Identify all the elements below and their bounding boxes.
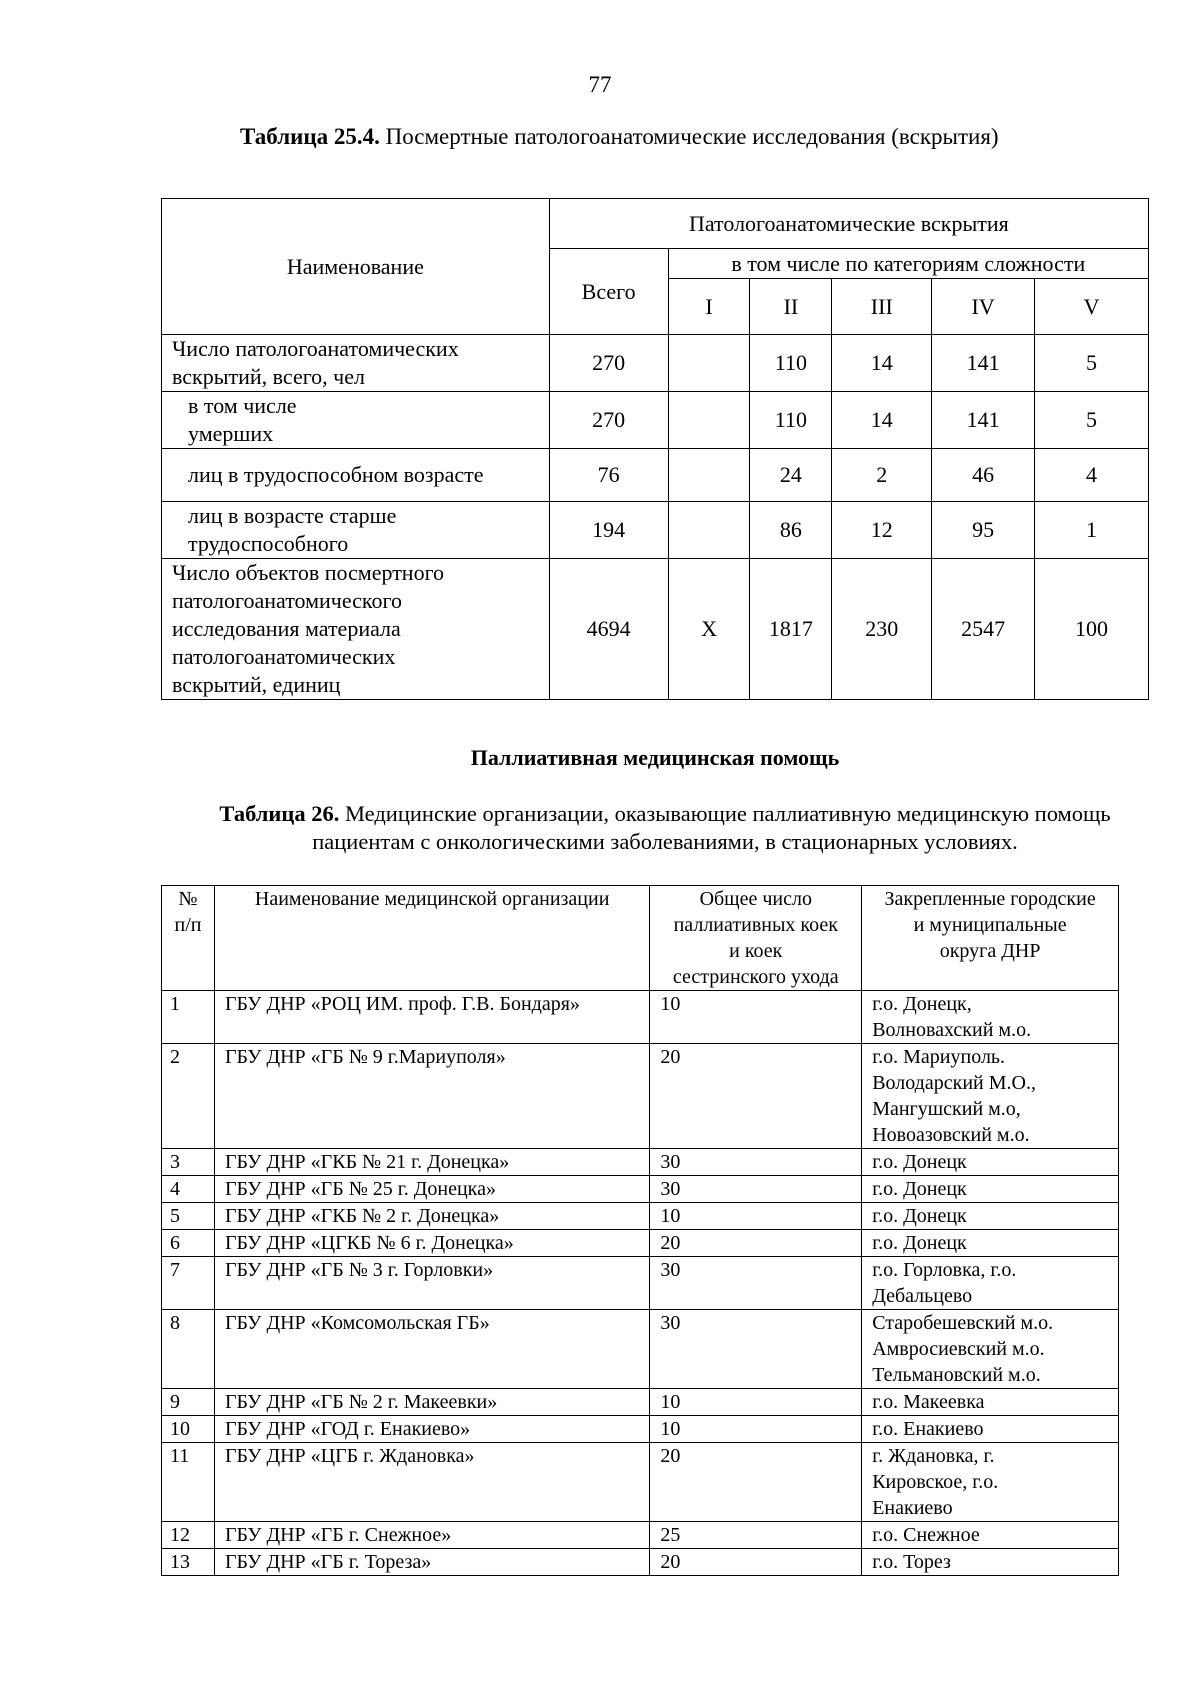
row-value: 1 [1035,502,1149,559]
table-row [162,1176,1119,1203]
header-category-1: I [668,279,750,335]
row-value: 5 [1035,392,1149,449]
row-value [668,449,750,502]
row-label-line: лиц в возрасте старше [188,503,397,528]
table-row [162,1230,1119,1257]
row-label-line: Число патологоанатомических [172,336,459,361]
districts-cell [862,1443,1119,1522]
header-districts-line: округа ДНР [939,940,1041,962]
organization-name: ГБУ ДНР «ГКБ № 21 г. Донецка» [214,1149,649,1176]
organization-name: ГБУ ДНР «ЦГБ г. Ждановка» [214,1443,649,1522]
districts-cell [862,1549,1119,1576]
header-category-3: III [832,279,932,335]
header-autopsies: Патологоанатомические вскрытия [549,199,1148,249]
row-label-line: лиц в трудоспособном возрасте [188,462,484,487]
districts-cell [862,1149,1119,1176]
row-number: 9 [162,1389,215,1416]
row-value: 270 [549,392,668,449]
row-value: 2547 [932,559,1035,700]
header-number-line: п/п [174,914,202,936]
row-value: 4 [1035,449,1149,502]
district-line: г.о. Торез [872,1551,951,1573]
row-number: 13 [162,1549,215,1576]
row-number: 8 [162,1310,215,1389]
row-value [668,335,750,392]
districts-cell [862,1044,1119,1149]
organization-name: ГБУ ДНР «РОЦ ИМ. проф. Г.В. Бондаря» [214,991,649,1044]
row-label [162,392,550,449]
table-row [162,559,1149,700]
header-districts-line: Закрепленные городские [884,888,1096,910]
header-number [162,886,215,991]
beds-count: 30 [650,1310,862,1389]
table-row [162,1149,1119,1176]
autopsy-table [161,198,1149,700]
row-number: 12 [162,1522,215,1549]
organization-name: ГБУ ДНР «ГБ г. Снежное» [214,1522,649,1549]
district-line: Тельмановский м.о. [872,1364,1041,1386]
district-line: Енакиево [872,1497,953,1519]
beds-count: 20 [650,1044,862,1149]
table-row [162,449,1149,502]
district-line: Новоазовский м.о. [872,1124,1030,1146]
table-row [162,1310,1119,1389]
row-value [668,392,750,449]
row-label [162,502,550,559]
table2-caption-line1 [160,800,1170,828]
beds-count: 20 [650,1443,862,1522]
districts-cell [862,1257,1119,1310]
district-line: г.о. Донецк [872,1232,967,1254]
table-row [162,1203,1119,1230]
row-value: 141 [932,392,1035,449]
row-label-line: в том числе [188,393,297,418]
row-value: 110 [750,392,832,449]
table2-caption-text1: Медицинские организации, оказывающие паллиативную медицинскую помощь [339,801,1111,826]
table-row [162,1443,1119,1522]
district-line: г.о. Донецк [872,1178,967,1200]
districts-cell [862,1310,1119,1389]
table-row [162,335,1149,392]
header-category-2: II [750,279,832,335]
table-row [162,1389,1119,1416]
district-line: Кировское, г.о. [872,1471,999,1493]
beds-count: 10 [650,1389,862,1416]
district-line: г.о. Горловка, г.о. [872,1259,1017,1281]
header-districts [862,886,1119,991]
row-label-line: Число объектов посмертного [172,560,445,585]
row-value [668,502,750,559]
row-value: 24 [750,449,832,502]
row-value: 5 [1035,335,1149,392]
table1-caption [240,124,1100,150]
organization-name: ГБУ ДНР «ГБ № 9 г.Мариуполя» [214,1044,649,1149]
district-line: г.о. Мариуполь. [872,1046,1006,1068]
district-line: Старобешевский м.о. [872,1312,1054,1334]
district-line: Мангушский м.о, [872,1098,1021,1120]
beds-count: 20 [650,1549,862,1576]
districts-cell [862,991,1119,1044]
organization-name: ГБУ ДНР «ГБ № 2 г. Макеевки» [214,1389,649,1416]
palliative-table [161,885,1119,1576]
district-line: Амвросиевский м.о. [872,1338,1045,1360]
table-row [162,991,1119,1044]
district-line: г. Ждановка, г. [872,1445,995,1467]
beds-count: 10 [650,991,862,1044]
row-value: 194 [549,502,668,559]
beds-count: 30 [650,1257,862,1310]
header-complexity: в том числе по категориям сложности [668,249,1148,279]
header-beds-line: и коек [729,940,783,962]
row-label [162,449,550,502]
organization-name: ГБУ ДНР «ЦГКБ № 6 г. Донецка» [214,1230,649,1257]
header-beds-line: Общее число [699,888,812,910]
district-line: г.о. Макеевка [872,1391,985,1413]
header-category-4: IV [932,279,1035,335]
row-label-line: патологоанатомических [172,644,396,669]
row-value: 76 [549,449,668,502]
districts-cell [862,1522,1119,1549]
organization-name: ГБУ ДНР «ГБ г. Тореза» [214,1549,649,1576]
row-label-line: вскрытий, единиц [172,672,341,697]
row-value: 2 [832,449,932,502]
row-label-line: исследования материала [172,616,401,641]
district-line: г.о. Снежное [872,1524,980,1546]
table-row [162,1549,1119,1576]
beds-count: 30 [650,1149,862,1176]
header-beds-line: паллиативных коек [673,914,838,936]
row-number: 1 [162,991,215,1044]
row-number: 10 [162,1416,215,1443]
row-value: 141 [932,335,1035,392]
row-value: 46 [932,449,1035,502]
row-value: 4694 [549,559,668,700]
organization-name: ГБУ ДНР «ГБ № 25 г. Донецка» [214,1176,649,1203]
organization-name: ГБУ ДНР «ГБ № 3 г. Горловки» [214,1257,649,1310]
beds-count: 10 [650,1203,862,1230]
table2-caption-line2: пациентам с онкологическими заболеваниями, в стационарных условиях. [312,829,1018,854]
table-row [162,1522,1119,1549]
row-value: 86 [750,502,832,559]
row-value: 1817 [750,559,832,700]
row-value: 14 [832,392,932,449]
autopsy-table-body [162,199,1149,700]
table-row [162,1257,1119,1310]
table2-caption-number: Таблица 26. [219,801,340,826]
row-value: 110 [750,335,832,392]
district-line: г.о. Енакиево [872,1418,984,1440]
row-label-line: умерших [188,421,274,446]
header-organization [214,886,649,991]
header-number-line: № [178,888,198,910]
beds-count: 10 [650,1416,862,1443]
row-label-line: вскрытий, всего, чел [172,364,365,389]
districts-cell [862,1389,1119,1416]
section-heading: Паллиативная медицинская помощь [470,745,840,770]
table-row [162,392,1149,449]
row-label-line: патологоанатомического [172,588,402,613]
row-number: 5 [162,1203,215,1230]
row-number: 2 [162,1044,215,1149]
row-value: 270 [549,335,668,392]
header-category-5: V [1035,279,1149,335]
organization-name: ГБУ ДНР «ГКБ № 2 г. Донецка» [214,1203,649,1230]
header-beds-line: сестринского ухода [672,966,839,988]
district-line: Волновахский м.о. [872,1019,1032,1041]
district-line: г.о. Донецк, [872,993,972,1015]
organization-name: ГБУ ДНР «Комсомольская ГБ» [214,1310,649,1389]
header-total: Всего [549,249,668,335]
row-number: 11 [162,1443,215,1522]
table2-caption [160,800,1170,856]
districts-cell [862,1416,1119,1443]
district-line: г.о. Донецк [872,1205,967,1227]
table-row [162,1044,1119,1149]
row-value: 230 [832,559,932,700]
row-value: 12 [832,502,932,559]
row-value: 95 [932,502,1035,559]
beds-count: 30 [650,1176,862,1203]
header-districts-line: и муниципальные [913,914,1067,936]
districts-cell [862,1203,1119,1230]
table-row [162,1416,1119,1443]
palliative-table-body [162,886,1119,1576]
table-row [162,502,1149,559]
organization-name: ГБУ ДНР «ГОД г. Енакиево» [214,1416,649,1443]
row-number: 4 [162,1176,215,1203]
district-line: Володарский М.О., [872,1072,1036,1094]
districts-cell [862,1230,1119,1257]
header-organization-line: Наименование медицинской организации [254,888,610,910]
district-line: г.о. Донецк [872,1151,967,1173]
page-number: 77 [588,72,612,97]
row-label [162,559,550,700]
header-beds [650,886,862,991]
table1-caption-number: Таблица 25.4. [240,124,380,149]
district-line: Дебальцево [872,1285,973,1307]
row-value: Х [668,559,750,700]
row-number: 6 [162,1230,215,1257]
row-value: 14 [832,335,932,392]
row-value: 100 [1035,559,1149,700]
table1-caption-text: Посмертные патологоанатомические исследования (вскрытия) [379,124,999,149]
beds-count: 20 [650,1230,862,1257]
row-number: 7 [162,1257,215,1310]
beds-count: 25 [650,1522,862,1549]
row-number: 3 [162,1149,215,1176]
districts-cell [862,1176,1119,1203]
header-name: Наименование [162,199,550,335]
row-label [162,335,550,392]
row-label-line: трудоспособного [188,531,349,556]
